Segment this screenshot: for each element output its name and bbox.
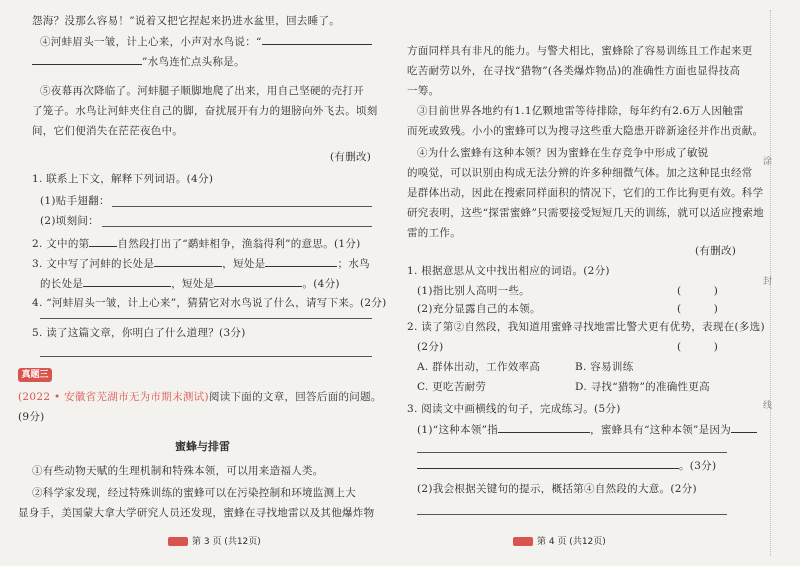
answer-line[interactable] bbox=[102, 226, 372, 227]
question-1: 1. 联系上下文，解释下列词语。(4分) bbox=[32, 173, 214, 185]
article-line-4: ③目前世界各地约有1.1亿颗地雷等待排除，每年约有2.6万人因触雷 bbox=[417, 105, 744, 117]
para-2-cont: ”水鸟连忙点头称是。 bbox=[32, 54, 245, 69]
article-line-1: 方面同样具有非凡的能力。与警犬相比，蜜蜂除了容易训练且工作起来更 bbox=[407, 45, 753, 57]
article-line-6: ④为什么蜜蜂有这种本领？因为蜜蜂在生存竞争中形成了敏锐 bbox=[417, 147, 709, 159]
edited-note: (有删改) bbox=[695, 245, 737, 257]
para-1: 怨海？没那么容易！”说着又把它捏起来扔进水盆里，回去睡了。 bbox=[32, 15, 341, 27]
question-4: 4. “河蚌眉头一皱，计上心来”，猜猜它对水鸟说了什么，请写下来。(2分) bbox=[32, 297, 387, 309]
answer-line[interactable] bbox=[417, 452, 727, 453]
question-5: 5. 读了这篇文章，你明白了什么道理？(3分) bbox=[32, 327, 246, 339]
answer-blank[interactable] bbox=[214, 276, 302, 287]
answer-line[interactable] bbox=[112, 206, 372, 207]
article-line-5: 而死或致残。小小的蜜蜂可以为搜寻这些重大隐患开辟新途径并作出贡献。 bbox=[407, 125, 764, 137]
answer-blank[interactable] bbox=[262, 34, 372, 45]
para-3-line3: 间，它们便消失在茫茫夜色中。 bbox=[32, 125, 184, 137]
question-1-1: (1)指比别人高明一些。 bbox=[417, 285, 530, 297]
question-2: 2. 读了第②自然段，我知道用蜜蜂寻找地雷比警犬更有优势，表现在(多选) bbox=[407, 321, 765, 333]
page-footer: 第 4 页 (共12页) bbox=[513, 534, 606, 547]
article-para-2-line2: 显身手，美国蒙大拿大学研究人员还发现，蜜蜂在寻找地雷以及其他爆炸物 bbox=[18, 507, 375, 519]
article-line-2: 吃苦耐劳以外，在寻找“猎物”(各类爆炸物品)的准确性方面也显得技高 bbox=[407, 65, 741, 77]
page-4 bbox=[395, 0, 800, 566]
question-3: 3. 文中写了河蚌的长处是 ，短处是 ；水鸟 bbox=[32, 258, 370, 270]
question-2-score: (2分) bbox=[417, 341, 444, 353]
score: (9分) bbox=[18, 411, 45, 423]
question-3: 3. 阅读文中画横线的句子，完成练习。(5分) bbox=[407, 403, 621, 415]
answer-line[interactable] bbox=[40, 318, 372, 319]
brand-logo bbox=[513, 537, 533, 546]
answer-blank[interactable] bbox=[498, 422, 590, 433]
source-line: (2022 • 安徽省芜湖市无为市期末测试)阅读下面的文章，回答后面的问题。 bbox=[18, 391, 382, 403]
article-line-10: 雷的工作。 bbox=[407, 227, 461, 239]
para-2: ④河蚌眉头一皱，计上心来，小声对水鸟说：“ bbox=[40, 34, 372, 49]
margin-mark: 封 bbox=[763, 277, 773, 287]
question-3-1: (1)“这种本领”指 ，蜜蜂具有“这种本领”是因为 bbox=[417, 422, 757, 437]
margin-mark: 涂 bbox=[763, 157, 773, 167]
article-para-2-line1: ②科学家发现，经过特殊训练的蜜蜂可以在污染控制和环境监测上大 bbox=[32, 487, 356, 499]
answer-line[interactable] bbox=[40, 356, 372, 357]
answer-paren[interactable]: ( ) bbox=[677, 303, 719, 315]
page-3 bbox=[0, 0, 395, 566]
para-3-line1: ⑤夜幕再次降临了。河蚌腿子顺脚地爬了出来，用自己坚硬的壳打开 bbox=[40, 85, 364, 97]
answer-blank[interactable] bbox=[265, 256, 337, 267]
question-1-2: (2)充分显露自己的本领。 bbox=[417, 303, 541, 315]
answer-paren[interactable]: ( ) bbox=[677, 341, 719, 353]
section-badge: 真题三 bbox=[18, 368, 52, 382]
margin-mark: 线 bbox=[763, 401, 773, 411]
answer-blank[interactable] bbox=[32, 54, 142, 65]
answer-paren[interactable]: ( ) bbox=[677, 285, 719, 297]
question-1-1: (1)贴手翅翻： bbox=[40, 195, 110, 207]
article-para-1: ①有些动物天赋的生理机制和特殊本领，可以用来造福人类。 bbox=[32, 465, 324, 477]
answer-blank[interactable] bbox=[417, 458, 679, 469]
question-2: 2. 文中的第 自然段打出了“鹬蚌相争，渔翁得利”的意思。(1分) bbox=[32, 238, 361, 250]
question-3-2: (2)我会根据关键句的提示，概括第④自然段的大意。(2分) bbox=[417, 483, 697, 495]
option-c[interactable]: C. 更吃苦耐劳 bbox=[417, 381, 487, 393]
question-3-cont: 的长处是 ，短处是 。(4分) bbox=[40, 278, 340, 290]
question-3-1-cont: 。(3分) bbox=[417, 458, 716, 473]
question-1-2: (2)顷刻间： bbox=[40, 215, 99, 227]
para-3-line2: 了笼子。水鸟让河蚌夹住自己的脚，奋扰展开有力的翅膀向外飞去。顷刻 bbox=[32, 105, 378, 117]
article-title: 蜜蜂与排雷 bbox=[175, 440, 230, 453]
answer-blank[interactable] bbox=[154, 256, 222, 267]
option-a[interactable]: A. 群体出动，工作效率高 bbox=[417, 361, 541, 373]
article-line-8: 是群体出动，因此在搜索同样面积的情况下，它们的工作比狗更有效。科学 bbox=[407, 187, 764, 199]
answer-line[interactable] bbox=[417, 514, 727, 515]
answer-blank[interactable] bbox=[731, 422, 757, 433]
edited-note: (有删改) bbox=[330, 151, 372, 163]
brand-logo bbox=[168, 537, 188, 546]
answer-blank[interactable] bbox=[89, 236, 117, 247]
article-line-9: 研究表明，这些“探雷蜜蜂”只需要接受短短几天的训练，就可以适应搜索地 bbox=[407, 207, 764, 219]
option-b[interactable]: B. 容易训练 bbox=[575, 361, 634, 373]
answer-blank[interactable] bbox=[83, 276, 171, 287]
article-line-7: 的嗅觉，可以识别由构成无法分辨的许多种细微气体。加之这种昆虫经常 bbox=[407, 167, 753, 179]
question-1: 1. 根据意思从文中找出相应的词语。(2分) bbox=[407, 265, 610, 277]
option-d[interactable]: D. 寻找“猎物”的准确性更高 bbox=[575, 381, 710, 393]
page-footer: 第 3 页 (共12页) bbox=[168, 534, 261, 547]
article-line-3: 一筹。 bbox=[407, 85, 440, 97]
